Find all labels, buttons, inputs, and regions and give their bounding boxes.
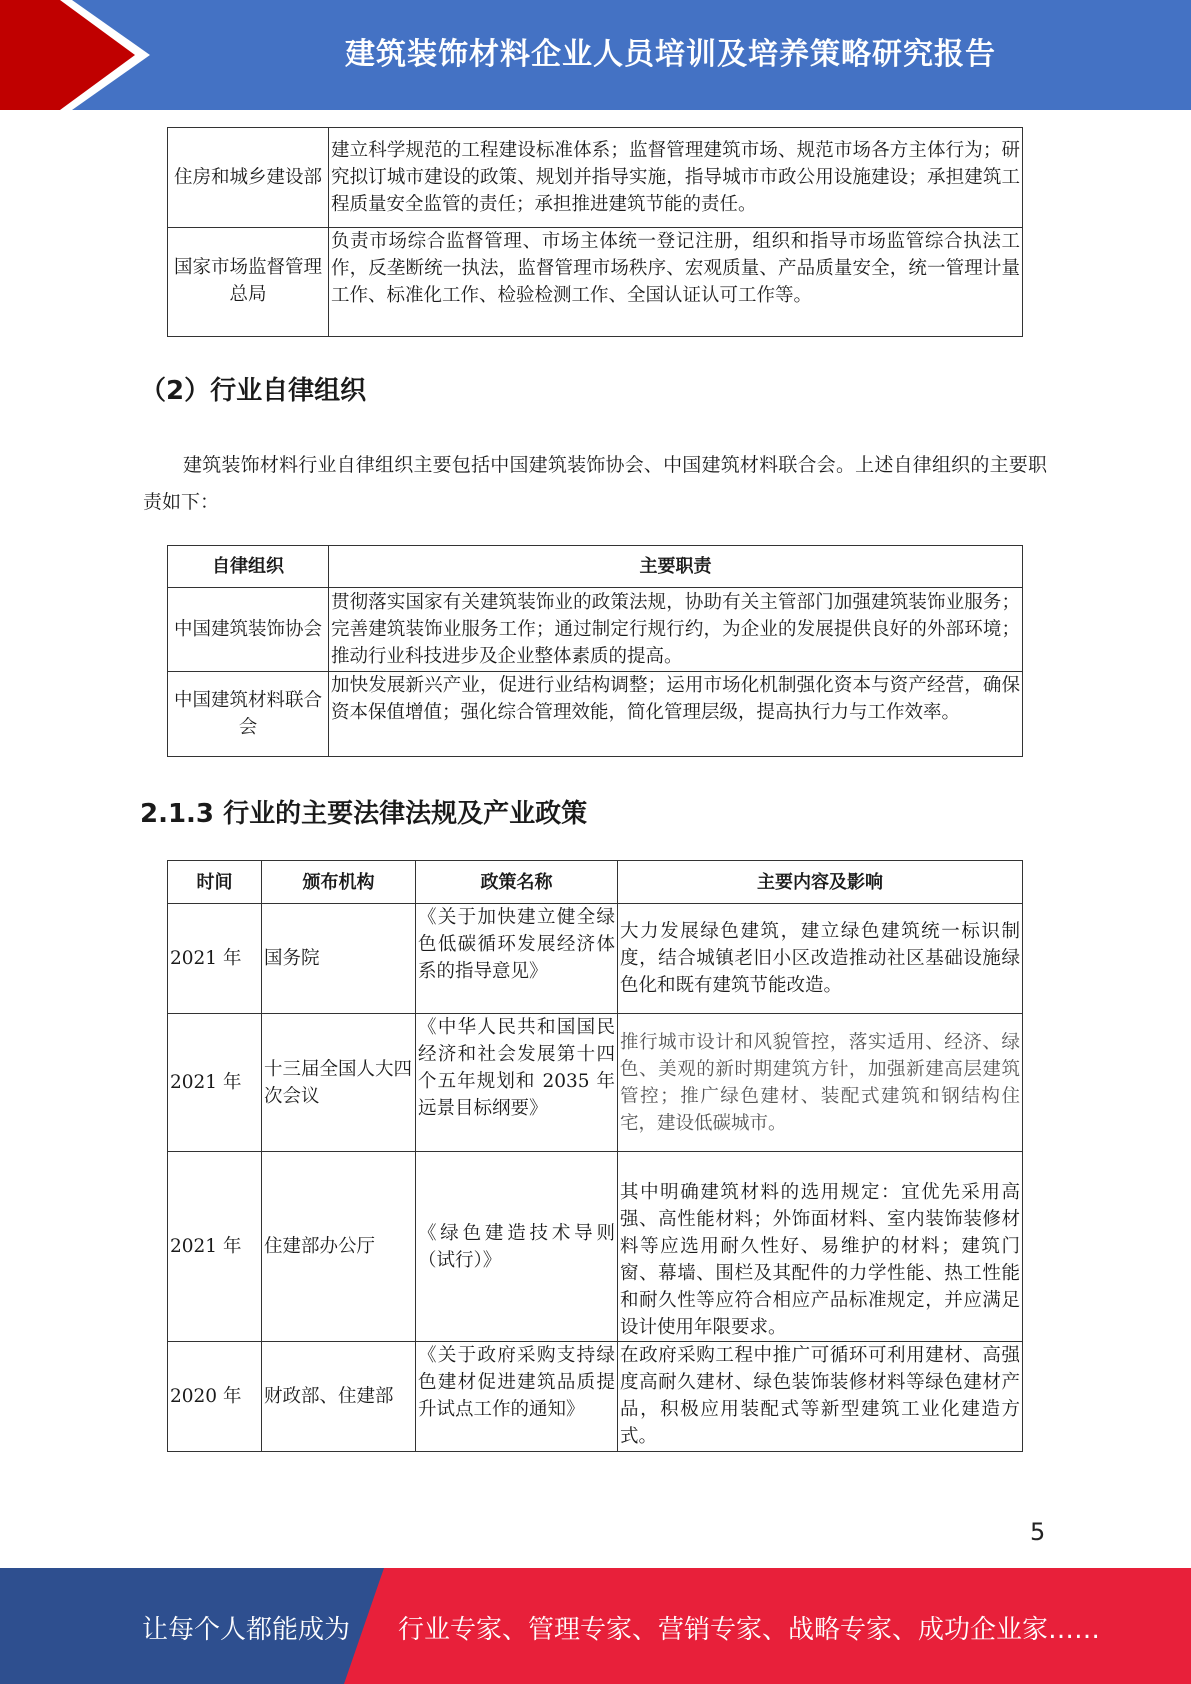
policy-name: 《关于加快建立健全绿色低碳循环发展经济体系的指导意见》 — [416, 904, 618, 1014]
table-row — [168, 228, 1023, 337]
policy-org: 住建部办公厅 — [262, 1152, 416, 1342]
policy-year: 2021 年 — [168, 1152, 262, 1342]
self-regulation-paragraph: 建筑装饰材料行业自律组织主要包括中国建筑装饰协会、中国建筑材料联合会。上述自律组织的主要职责如下： — [143, 454, 1047, 513]
gov-departments-table — [167, 127, 1023, 337]
section-heading-self-regulation: （2）行业自律组织 — [140, 376, 367, 406]
org-name: 中国建筑装饰协会 — [168, 588, 329, 672]
column-header: 时间 — [168, 861, 262, 904]
table-row — [168, 588, 1023, 672]
dept-name: 住房和城乡建设部 — [168, 128, 329, 228]
table-row — [168, 1014, 1023, 1152]
table-row — [168, 904, 1023, 1014]
report-title: 建筑装饰材料企业人员培训及培养策略研究报告 — [345, 37, 996, 72]
policy-year: 2021 年 — [168, 904, 262, 1014]
policy-org: 十三届全国人大四次会议 — [262, 1014, 416, 1152]
policy-name: 《绿色建造技术导则（试行）》 — [416, 1152, 618, 1342]
column-header: 主要内容及影响 — [618, 861, 1023, 904]
footer-slogan-left: 让每个人都能成为 — [142, 1615, 351, 1645]
dept-duty: 建立科学规范的工程建设标准体系；监督管理建筑市场、规范市场各方主体行为；研究拟订城市建设的政策、规划并指导实施，指导城市市政公用设施建设；承担建筑工程质量安全监管的责任；承担推进建筑节能的责任。 — [329, 128, 1023, 228]
page-header — [0, 0, 1191, 110]
table-row — [168, 128, 1023, 228]
policy-content: 其中明确建筑材料的选用规定：宜优先采用高强、高性能材料；外饰面材料、室内装饰装修材料等应选用耐久性好、易维护的材料；建筑门窗、幕墙、围栏及其配件的力学性能、热工性能和耐久性等应符合相应产品标准规定，并应满足设计使用年限要求。 — [618, 1152, 1023, 1342]
table-row — [168, 672, 1023, 757]
policy-year: 2021 年 — [168, 1014, 262, 1152]
policy-content: 推行城市设计和风貌管控，落实适用、经济、绿色、美观的新时期建筑方针，加强新建高层建筑管控；推广绿色建材、装配式建筑和钢结构住宅，建设低碳城市。 — [618, 1014, 1023, 1152]
policy-org: 国务院 — [262, 904, 416, 1014]
table-row — [168, 1152, 1023, 1342]
org-name: 中国建筑材料联合会 — [168, 672, 329, 757]
header-chevron-decoration — [0, 0, 160, 110]
policy-content: 大力发展绿色建筑，建立绿色建筑统一标识制度，结合城镇老旧小区改造推动社区基础设施绿色化和既有建筑节能改造。 — [618, 904, 1023, 1014]
column-header: 政策名称 — [416, 861, 618, 904]
policy-table — [167, 860, 1023, 1452]
policy-content: 在政府采购工程中推广可循环可利用建材、高强度高耐久建材、绿色装饰装修材料等绿色建材产品，积极应用装配式等新型建筑工业化建造方式。 — [618, 1342, 1023, 1452]
org-duty: 贯彻落实国家有关建筑装饰业的政策法规，协助有关主管部门加强建筑装饰业服务；完善建筑装饰业服务工作；通过制定行规行约，为企业的发展提供良好的外部环境；推动行业科技进步及企业整体素质的提高。 — [329, 588, 1023, 672]
page-number: 5 — [1030, 1518, 1046, 1546]
table-header-row — [168, 546, 1023, 588]
org-duty: 加快发展新兴产业，促进行业结构调整；运用市场化机制强化资本与资产经营，确保资本保值增值；强化综合管理效能，简化管理层级，提高执行力与工作效率。 — [329, 672, 1023, 757]
policy-year: 2020 年 — [168, 1342, 262, 1452]
policy-name: 《中华人民共和国国民经济和社会发展第十四个五年规划和 2035 年远景目标纲要》 — [416, 1014, 618, 1152]
policy-name: 《关于政府采购支持绿色建材促进建筑品质提升试点工作的通知》 — [416, 1342, 618, 1452]
footer-slogan-right: 行业专家、管理专家、营销专家、战略专家、成功企业家…… — [398, 1615, 1101, 1645]
column-header: 主要职责 — [329, 546, 1023, 588]
column-header: 颁布机构 — [262, 861, 416, 904]
section-heading-policy: 2.1.3 行业的主要法律法规及产业政策 — [140, 799, 588, 829]
table-row — [168, 1342, 1023, 1452]
dept-duty: 负责市场综合监督管理、市场主体统一登记注册，组织和指导市场监管综合执法工作，反垄断统一执法，监督管理市场秩序、宏观质量、产品质量安全，统一管理计量工作、标准化工作、检验检测工作、全国认证认可工作等。 — [329, 228, 1023, 337]
table-header-row — [168, 861, 1023, 904]
column-header: 自律组织 — [168, 546, 329, 588]
self-regulation-table — [167, 545, 1023, 757]
dept-name: 国家市场监督管理总局 — [168, 228, 329, 337]
policy-org: 财政部、住建部 — [262, 1342, 416, 1452]
